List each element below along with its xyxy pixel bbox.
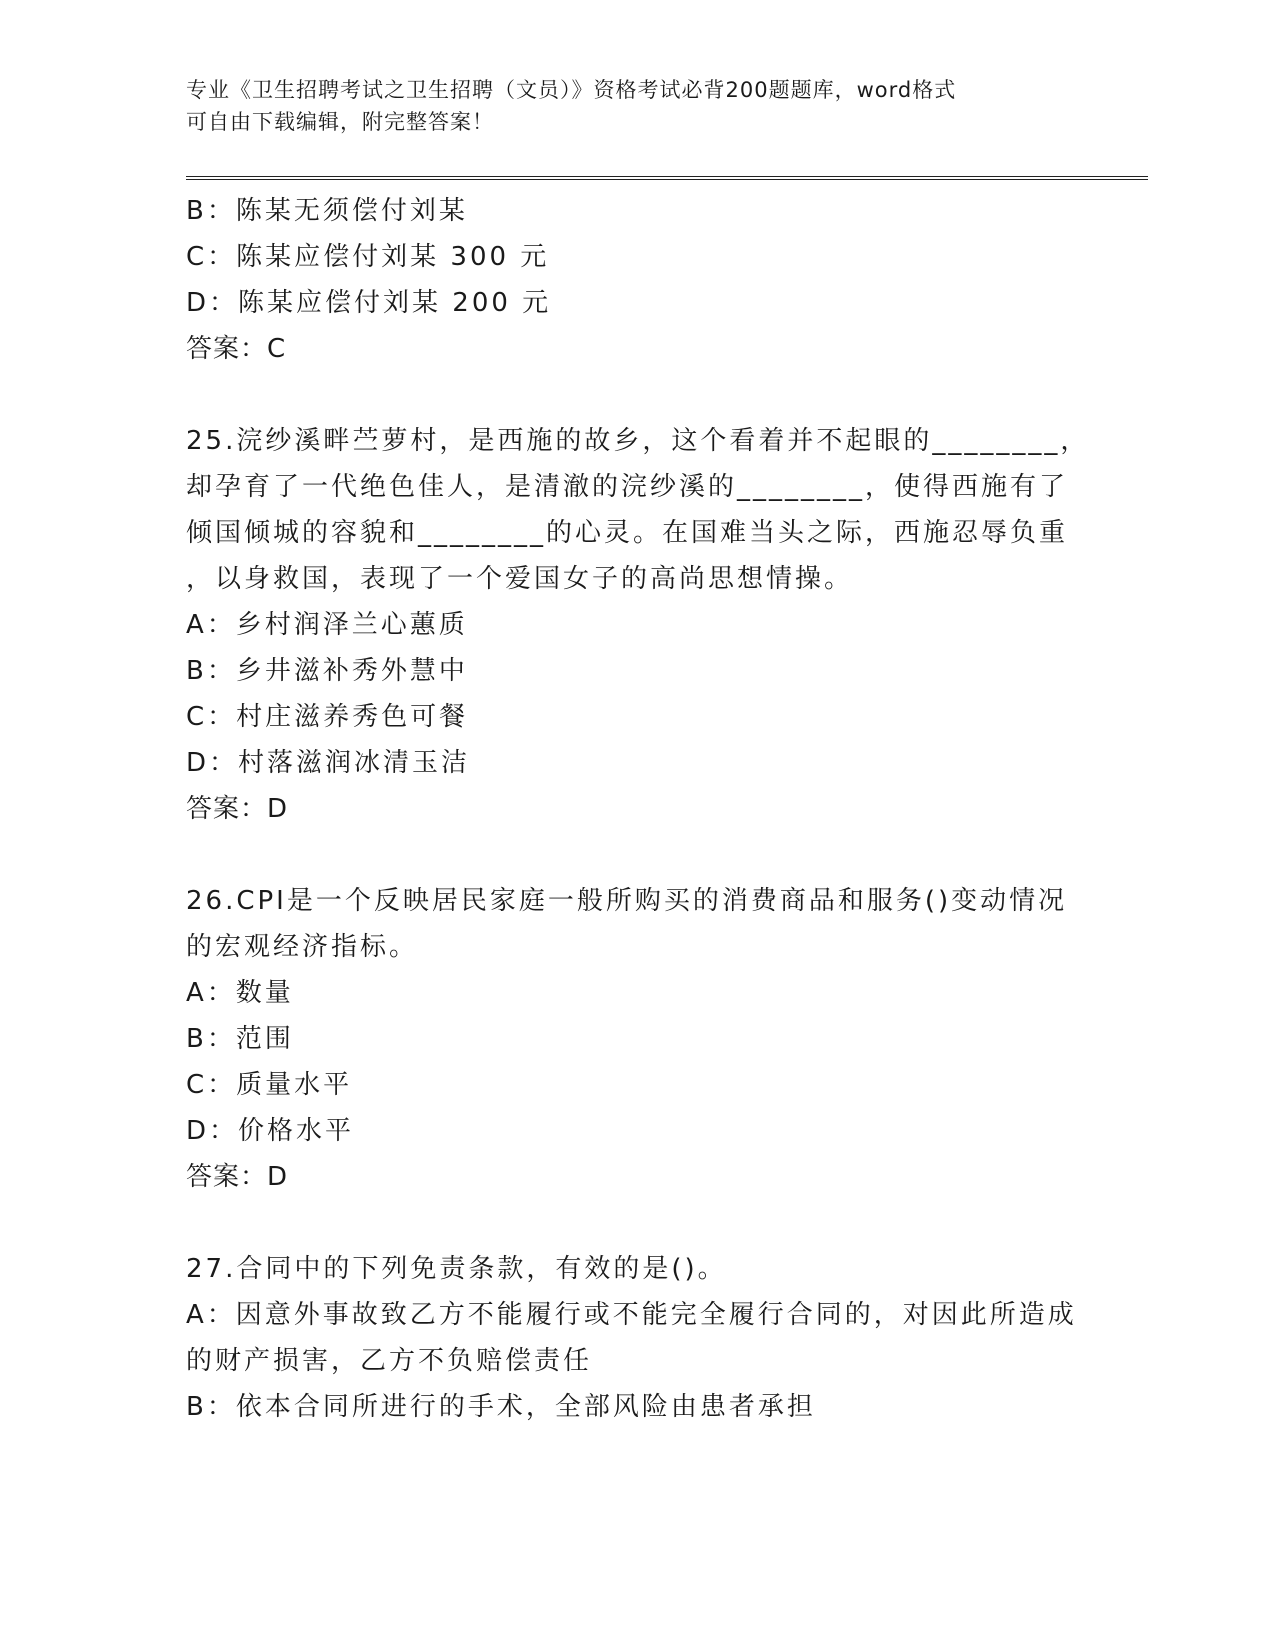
q26-option-c: C：质量水平 — [186, 1070, 353, 1100]
spacer — [186, 372, 1086, 418]
q26-option-a: A：数量 — [186, 978, 294, 1008]
q25-option-b: B：乡井滋补秀外慧中 — [186, 656, 468, 686]
q25-stem-line-2: 却孕育了一代绝色佳人，是清澈的浣纱溪的________，使得西施有了 — [186, 472, 1069, 502]
q24-option-c: C：陈某应偿付刘某 300 元 — [186, 242, 550, 272]
q27-stem-line-1: 27.合同中的下列免责条款，有效的是()。 — [186, 1254, 727, 1284]
q26-stem-line-2: 的宏观经济指标。 — [186, 932, 419, 962]
header-title-line-1: 专业《卫生招聘考试之卫生招聘（文员）》资格考试必背200题题库，word格式 — [186, 78, 957, 102]
q25-answer: 答案：D — [186, 794, 289, 824]
q24-option-d: D：陈某应偿付刘某 200 元 — [186, 288, 552, 318]
header-title-line-2: 可自由下载编辑，附完整答案！ — [186, 110, 494, 134]
question-content — [186, 188, 1090, 1430]
page-header — [186, 74, 1086, 138]
q24-option-b: B：陈某无须偿付刘某 — [186, 196, 468, 226]
question-24-tail — [186, 188, 1086, 372]
q25-option-a: A：乡村润泽兰心蕙质 — [186, 610, 468, 640]
q26-option-d: D：价格水平 — [186, 1116, 355, 1146]
header-divider — [186, 176, 1148, 180]
spacer — [186, 1200, 1086, 1246]
spacer — [186, 832, 1086, 878]
question-25 — [186, 418, 1090, 832]
q26-answer: 答案：D — [186, 1162, 289, 1192]
q25-stem-line-4: ，以身救国，表现了一个爱国女子的高尚思想情操。 — [186, 564, 854, 594]
q27-option-a-line-1: A：因意外事故致乙方不能履行或不能完全履行合同的，对因此所造成 — [186, 1300, 1077, 1330]
q26-option-b: B：范围 — [186, 1024, 294, 1054]
q26-stem-line-1: 26.CPI是一个反映居民家庭一般所购买的消费商品和服务()变动情况 — [186, 886, 1068, 916]
q27-option-b: B：依本合同所进行的手术，全部风险由患者承担 — [186, 1392, 816, 1422]
question-27 — [186, 1246, 1086, 1430]
question-26 — [186, 878, 1086, 1200]
q25-stem-line-3: 倾国倾城的容貌和________的心灵。在国难当头之际，西施忍辱负重 — [186, 518, 1069, 548]
q24-answer: 答案：C — [186, 334, 287, 364]
q25-stem-line-1: 25.浣纱溪畔苎萝村，是西施的故乡，这个看着并不起眼的________， — [186, 426, 1090, 456]
q27-option-a-line-2: 的财产损害，乙方不负赔偿责任 — [186, 1346, 593, 1376]
q25-option-d: D：村落滋润冰清玉洁 — [186, 748, 471, 778]
q25-option-c: C：村庄滋养秀色可餐 — [186, 702, 469, 732]
